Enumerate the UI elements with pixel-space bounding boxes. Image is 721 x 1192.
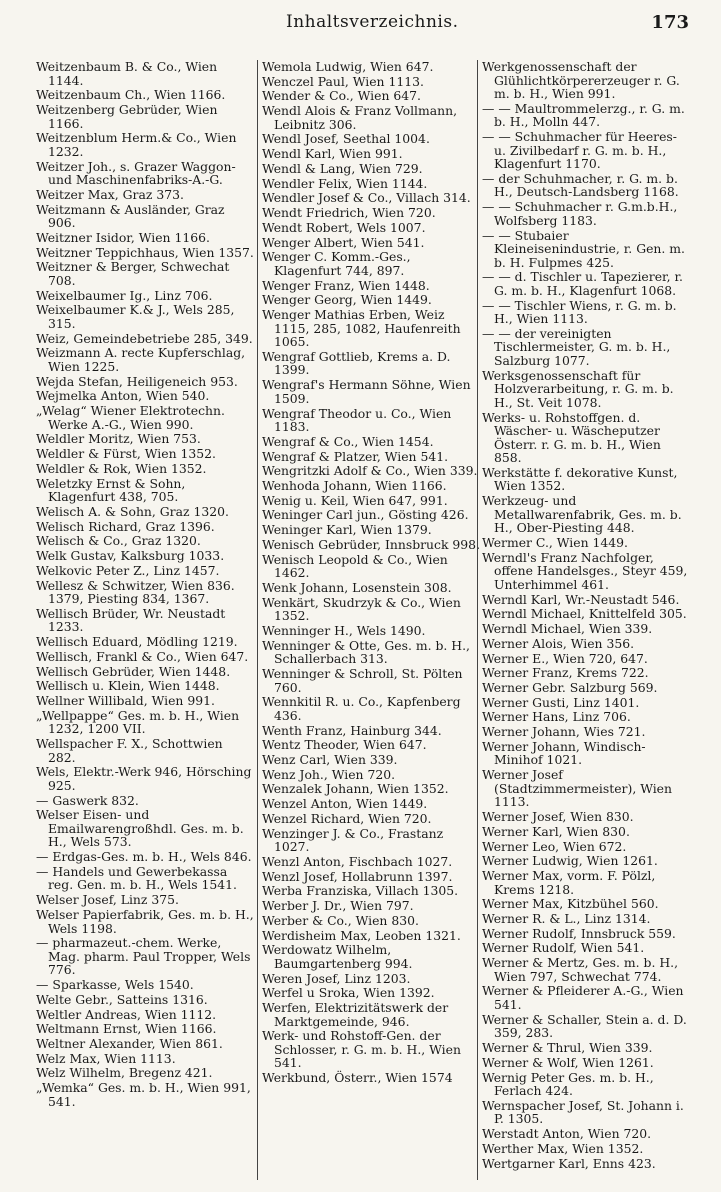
index-entry: Weldler & Fürst, Wien 1352. xyxy=(36,446,216,462)
page-title: Inhaltsverzeichnis. xyxy=(286,12,459,32)
index-entry: Wejmelka Anton, Wien 540. xyxy=(36,388,210,404)
index-entry: Werk- und Rohstoff-Gen. der Schlosser, r. G. m. b. H., Wien 541. xyxy=(262,1028,461,1071)
index-entry: Weninger Karl, Wien 1379. xyxy=(262,522,432,538)
index-entry: — — Stubaier Kleineisenindustrie, r. Gen. m. b. H. Fulpmes 425. xyxy=(482,227,685,270)
index-entry: Wermer C., Wien 1449. xyxy=(482,535,628,551)
index-entry: Wenth Franz, Hainburg 344. xyxy=(262,722,442,738)
index-entry: Werkzeug- und Metallwarenfabrik, Ges. m. b. H., Ober-Piesting 448. xyxy=(482,493,682,536)
index-entry: Werner & Pfleiderer A.-G., Wien 541. xyxy=(482,983,684,1013)
index-entry: Werner Hans, Linz 706. xyxy=(482,709,631,725)
index-entry: Welser Eisen- und Emailwarengroßhdl. Ges. m. b. H., Wels 573. xyxy=(36,807,244,850)
index-entry: — Sparkasse, Wels 1540. xyxy=(36,977,194,993)
index-entry: Werner & Schaller, Stein a. d. D. 359, 283. xyxy=(482,1011,687,1041)
index-entry: Wenig u. Keil, Wien 647, 991. xyxy=(262,492,448,508)
index-entry: — — der vereinigten Tischlermeister, G. m. b. H., Salzburg 1077. xyxy=(482,325,671,368)
index-entry: Wemola Ludwig, Wien 647. xyxy=(262,59,434,74)
index-entry: Weixelbaumer K.& J., Wels 285, 315. xyxy=(36,302,235,331)
index-entry: Werner Johann, Windisch-Minihof 1021. xyxy=(482,738,646,768)
index-entry: Wertgarner Karl, Enns 423. xyxy=(482,1155,656,1171)
index-entry: Wenzl Josef, Hollabrunn 1397. xyxy=(262,868,453,884)
index-entry: — pharmazeut.-chem. Werke, Mag. pharm. Paul Tropper, Wels 776. xyxy=(36,935,251,978)
index-column-2 xyxy=(257,60,480,1180)
index-entry: Welkovic Peter Z., Linz 1457. xyxy=(36,562,220,578)
index-entry: Werfen, Elektrizitätswerk der Marktgemeinde, 946. xyxy=(262,1000,449,1029)
index-entry: Werner E., Wien 720, 647. xyxy=(482,650,648,666)
index-entry: Weninger Carl jun., Gösting 426. xyxy=(262,507,469,523)
index-entry: Wenninger & Schroll, St. Pölten 760. xyxy=(262,665,463,695)
index-entry: Wendl Josef, Seethal 1004. xyxy=(262,131,430,147)
index-entry: Werner Max, Kitzbühel 560. xyxy=(482,896,659,912)
index-entry: Werdisheim Max, Leoben 1321. xyxy=(262,927,461,943)
index-entry: — — Schuhmacher für Heeres- u. Zivilbedarf r. G. m. b. H., Klagenfurt 1170. xyxy=(482,129,677,172)
index-entry: Werner & Wolf, Wien 1261. xyxy=(482,1054,654,1070)
index-entry: Wenger Franz, Wien 1448. xyxy=(262,277,430,293)
index-entry: Werndl's Franz Nachfolger, offene Handelsges., Steyr 459, Unterhimmel 461. xyxy=(482,549,688,592)
index-entry: Wenisch Gebrüder, Innsbruck 998. xyxy=(262,536,481,552)
index-entry: Wellspacher F. X., Schottwien 282. xyxy=(36,736,223,765)
index-entry: Werba Franziska, Villach 1305. xyxy=(262,883,459,899)
index-entry: Werner Josef (Stadtzimmermeister), Wien 1113. xyxy=(482,767,672,810)
index-entry: Wenzl Anton, Fischbach 1027. xyxy=(262,853,453,869)
index-entry: Weizmann A. recte Kupferschlag, Wien 1225. xyxy=(36,345,246,374)
index-entry: Weitzer Joh., s. Grazer Waggon- und Maschinenfabriks-A.-G. xyxy=(36,158,236,188)
index-entry: Wengraf Theodor u. Co., Wien 1183. xyxy=(262,405,452,435)
index-entry: Werner Josef, Wien 830. xyxy=(482,809,634,825)
index-entry: Wengraf & Platzer, Wien 541. xyxy=(262,448,449,464)
index-entry: Wenz Joh., Wien 720. xyxy=(262,766,396,782)
index-entry: Werner & Mertz, Ges. m. b. H., Wien 797, Schwechat 774. xyxy=(482,955,679,984)
index-entry: Werner Max, vorm. F. Pölzl, Krems 1218. xyxy=(482,867,656,897)
index-entry: — Handels und Gewerbekassa reg. Gen. m. b. H., Wels 1541. xyxy=(36,863,237,893)
index-entry: Wengraf's Hermann Söhne, Wien 1509. xyxy=(262,377,471,406)
index-entry: Wendler Felix, Wien 1144. xyxy=(262,175,428,191)
index-entry: Werner Ludwig, Wien 1261. xyxy=(482,853,658,869)
index-entry: Wennkitil R. u. Co., Kapfenberg 436. xyxy=(262,694,461,723)
index-entry: Wentz Theoder, Wien 647. xyxy=(262,737,427,753)
index-entry: Wendl & Lang, Wien 729. xyxy=(262,160,423,176)
index-entry: Wengraf & Co., Wien 1454. xyxy=(262,433,434,449)
index-entry: Werber & Co., Wien 830. xyxy=(262,912,419,928)
index-entry: Wenzel Anton, Wien 1449. xyxy=(262,796,428,812)
index-entry: Werner Gusti, Linz 1401. xyxy=(482,694,640,710)
index-entry: Weren Josef, Linz 1203. xyxy=(262,970,411,986)
index-entry: Weitzenblum Herm.& Co., Wien 1232. xyxy=(36,130,237,159)
index-entry: Wenger Georg, Wien 1449. xyxy=(262,292,432,308)
index-entry: Wendl Alois & Franz Vollmann, Leibnitz 306. xyxy=(262,103,458,132)
index-entry: „Wemka“ Ges. m. b. H., Wien 991, 541. xyxy=(36,1080,251,1109)
index-entry: Wenczel Paul, Wien 1113. xyxy=(262,73,424,89)
index-entry: Weitzmann & Ausländer, Graz 906. xyxy=(36,201,225,231)
index-entry: — Gaswerk 832. xyxy=(36,792,139,808)
index-entry: Welser Josef, Linz 375. xyxy=(36,892,179,908)
index-entry: Weixelbaumer Ig., Linz 706. xyxy=(36,287,213,303)
index-entry: Wengraf Gottlieb, Krems a. D. 1399. xyxy=(262,348,451,378)
index-entry: Weitzer Max, Graz 373. xyxy=(36,186,184,202)
index-entry: Werks- u. Rohstoffgen. d. Wäscher- u. Wäscheputzer Österr. r. G. m. b. H., Wien 858. xyxy=(482,409,661,466)
index-column-1 xyxy=(36,60,254,1109)
index-entry: Werstadt Anton, Wien 720. xyxy=(482,1126,652,1142)
index-entry: Werner Leo, Wien 672. xyxy=(482,838,627,854)
index-entry: Werther Max, Wien 1352. xyxy=(482,1140,644,1156)
index-entry: Werndl Karl, Wr.-Neustadt 546. xyxy=(482,591,680,607)
index-entry: — — Tischler Wiens, r. G. m. b. H., Wien 1113. xyxy=(482,297,677,327)
index-entry: Wellisch, Frankl & Co., Wien 647. xyxy=(36,648,249,664)
index-entry: Werner Karl, Wien 830. xyxy=(482,823,630,839)
index-entry: Weiz, Gemeindebetriebe 285, 349. xyxy=(36,330,253,346)
index-entry: Werkbund, Österr., Wien 1574 xyxy=(262,1070,453,1086)
index-entry: Wernspacher Josef, St. Johann i. P. 1305. xyxy=(482,1097,684,1127)
index-entry: — Erdgas-Ges. m. b. H., Wels 846. xyxy=(36,849,252,865)
index-entry: Wenhoda Johann, Wien 1166. xyxy=(262,477,447,493)
index-entry: Weltmann Ernst, Wien 1166. xyxy=(36,1021,217,1037)
index-entry: — — Schuhmacher r. G.m.b.H., Wolfsberg 1183. xyxy=(482,199,678,228)
index-entry: Werksgenossenschaft für Holzverarbeitung, r. G. m. b. H., St. Veit 1078. xyxy=(482,367,674,410)
index-entry: Welk Gustav, Kalksburg 1033. xyxy=(36,548,225,564)
index-entry: — der Schuhmacher, r. G. m. b. H., Deutsch-Landsberg 1168. xyxy=(482,170,679,200)
index-entry: Werndl Michael, Knittelfeld 305. xyxy=(482,606,687,622)
index-entry: Wendl Karl, Wien 991. xyxy=(262,146,403,162)
index-entry: Wender & Co., Wien 647. xyxy=(262,88,421,104)
index-entry: Wellisch u. Klein, Wien 1448. xyxy=(36,678,220,694)
index-entry: Welisch & Co., Graz 1320. xyxy=(36,533,201,549)
index-entry: Wenisch Leopold & Co., Wien 1462. xyxy=(262,551,448,581)
index-entry: Wenger Mathias Erben, Weiz 1115, 285, 1082, Haufenreith 1065. xyxy=(262,307,461,350)
index-entry: Wenninger H., Wels 1490. xyxy=(262,622,426,638)
index-entry: Werber J. Dr., Wien 797. xyxy=(262,898,414,914)
index-entry: — — Maultrommelerzg., r. G. m. b. H., Molln 447. xyxy=(482,100,685,130)
index-entry: Wellner Willibald, Wien 991. xyxy=(36,693,215,709)
page-number: 173 xyxy=(651,12,689,33)
index-entry: Wellisch Brüder, Wr. Neustadt 1233. xyxy=(36,605,226,635)
index-entry: Wenger Albert, Wien 541. xyxy=(262,234,425,250)
index-entry: Weldler & Rok, Wien 1352. xyxy=(36,460,207,476)
index-entry: Wels, Elektr.-Werk 946, Hörsching 925. xyxy=(36,764,252,793)
index-entry: Wenk Johann, Losenstein 308. xyxy=(262,579,452,595)
index-entry: Werner Alois, Wien 356. xyxy=(482,635,635,651)
index-entry: Wenz Carl, Wien 339. xyxy=(262,752,398,767)
index-entry: Weitzner & Berger, Schwechat 708. xyxy=(36,259,230,288)
index-entry: Werndl Michael, Wien 339. xyxy=(482,621,653,637)
index-entry: Wellisch Eduard, Mödling 1219. xyxy=(36,634,238,650)
index-entry: Wenger C. Komm.-Ges., Klagenfurt 744, 897. xyxy=(262,249,411,278)
index-entry: Weltler Andreas, Wien 1112. xyxy=(36,1006,217,1022)
index-entry: „Wellpappe“ Ges. m. b. H., Wien 1232, 1200 VII. xyxy=(36,707,240,737)
index-entry: Werner & Thrul, Wien 339. xyxy=(482,1040,653,1056)
index-entry: Weitzner Isidor, Wien 1166. xyxy=(36,229,210,245)
index-column-3 xyxy=(477,60,688,1180)
index-entry: Werner Rudolf, Wien 541. xyxy=(482,940,645,956)
index-entry: Weletzky Ernst & Sohn, Klagenfurt 438, 705. xyxy=(36,475,186,505)
index-entry: Weitzenbaum B. & Co., Wien 1144. xyxy=(36,59,218,88)
index-entry: Wenzalek Johann, Wien 1352. xyxy=(262,781,449,797)
index-entry: „Welag“ Wiener Elektrotechn. Werke A.-G., Wien 990. xyxy=(36,403,225,432)
index-entry: Wengritzki Adolf & Co., Wien 339. xyxy=(262,463,478,479)
index-entry: Werkgenossenschaft der Glühlichtkörpererzeuger r. G. m. b. H., Wien 991. xyxy=(482,59,680,102)
index-entry: Welz Wilhelm, Bregenz 421. xyxy=(36,1065,213,1081)
index-entry: Werner Franz, Krems 722. xyxy=(482,665,649,681)
index-entry: Weitzenbaum Ch., Wien 1166. xyxy=(36,87,226,103)
index-entry: Weltner Alexander, Wien 861. xyxy=(36,1036,223,1051)
index-entry: Wenzel Richard, Wien 720. xyxy=(262,810,432,826)
index-entry: Werkstätte f. dekorative Kunst, Wien 1352. xyxy=(482,464,678,494)
index-entry: Welser Papierfabrik, Ges. m. b. H., Wels 1198. xyxy=(36,906,254,936)
index-entry: Wendt Robert, Wels 1007. xyxy=(262,219,426,235)
index-entry: Werner Johann, Wies 721. xyxy=(482,724,646,740)
index-entry: Wejda Stefan, Heiligeneich 953. xyxy=(36,373,238,389)
index-entry: Weitzenberg Gebrüder, Wien 1166. xyxy=(36,102,218,131)
index-entry: Wenzinger J. & Co., Frastanz 1027. xyxy=(262,825,444,855)
index-entry: Weldler Moritz, Wien 753. xyxy=(36,431,201,447)
index-entry: Welte Gebr., Satteins 1316. xyxy=(36,991,208,1007)
index-entry: Wellisch Gebrüder, Wien 1448. xyxy=(36,663,231,679)
page-header xyxy=(0,12,721,36)
index-entry: Welisch Richard, Graz 1396. xyxy=(36,518,215,534)
index-entry: Welisch A. & Sohn, Graz 1320. xyxy=(36,503,229,519)
index-entry: Werner Rudolf, Innsbruck 559. xyxy=(482,925,676,941)
index-entry: Werfel u Sroka, Wien 1392. xyxy=(262,985,435,1001)
index-entry: Welz Max, Wien 1113. xyxy=(36,1050,176,1066)
index-entry: Wenkärt, Skudrzyk & Co., Wien 1352. xyxy=(262,594,461,624)
index-entry: Werner R. & L., Linz 1314. xyxy=(482,911,651,926)
index-entry: Wendt Friedrich, Wien 720. xyxy=(262,205,436,221)
index-entry: Wernig Peter Ges. m. b. H., Ferlach 424. xyxy=(482,1069,654,1099)
index-entry: Wellesz & Schwitzer, Wien 836. 1379, Piesting 834, 1367. xyxy=(36,577,235,607)
index-entry: Werner Gebr. Salzburg 569. xyxy=(482,680,658,695)
index-entry: Werdowatz Wilhelm, Baumgartenberg 994. xyxy=(262,942,413,971)
index-entry: Weitzner Teppichhaus, Wien 1357. xyxy=(36,244,254,260)
index-entry: Wendler Josef & Co., Villach 314. xyxy=(262,190,471,206)
index-entry: — — d. Tischler u. Tapezierer, r. G. m. b. H., Klagenfurt 1068. xyxy=(482,269,683,298)
index-entry: Wenninger & Otte, Ges. m. b. H., Schallerbach 313. xyxy=(262,637,470,667)
